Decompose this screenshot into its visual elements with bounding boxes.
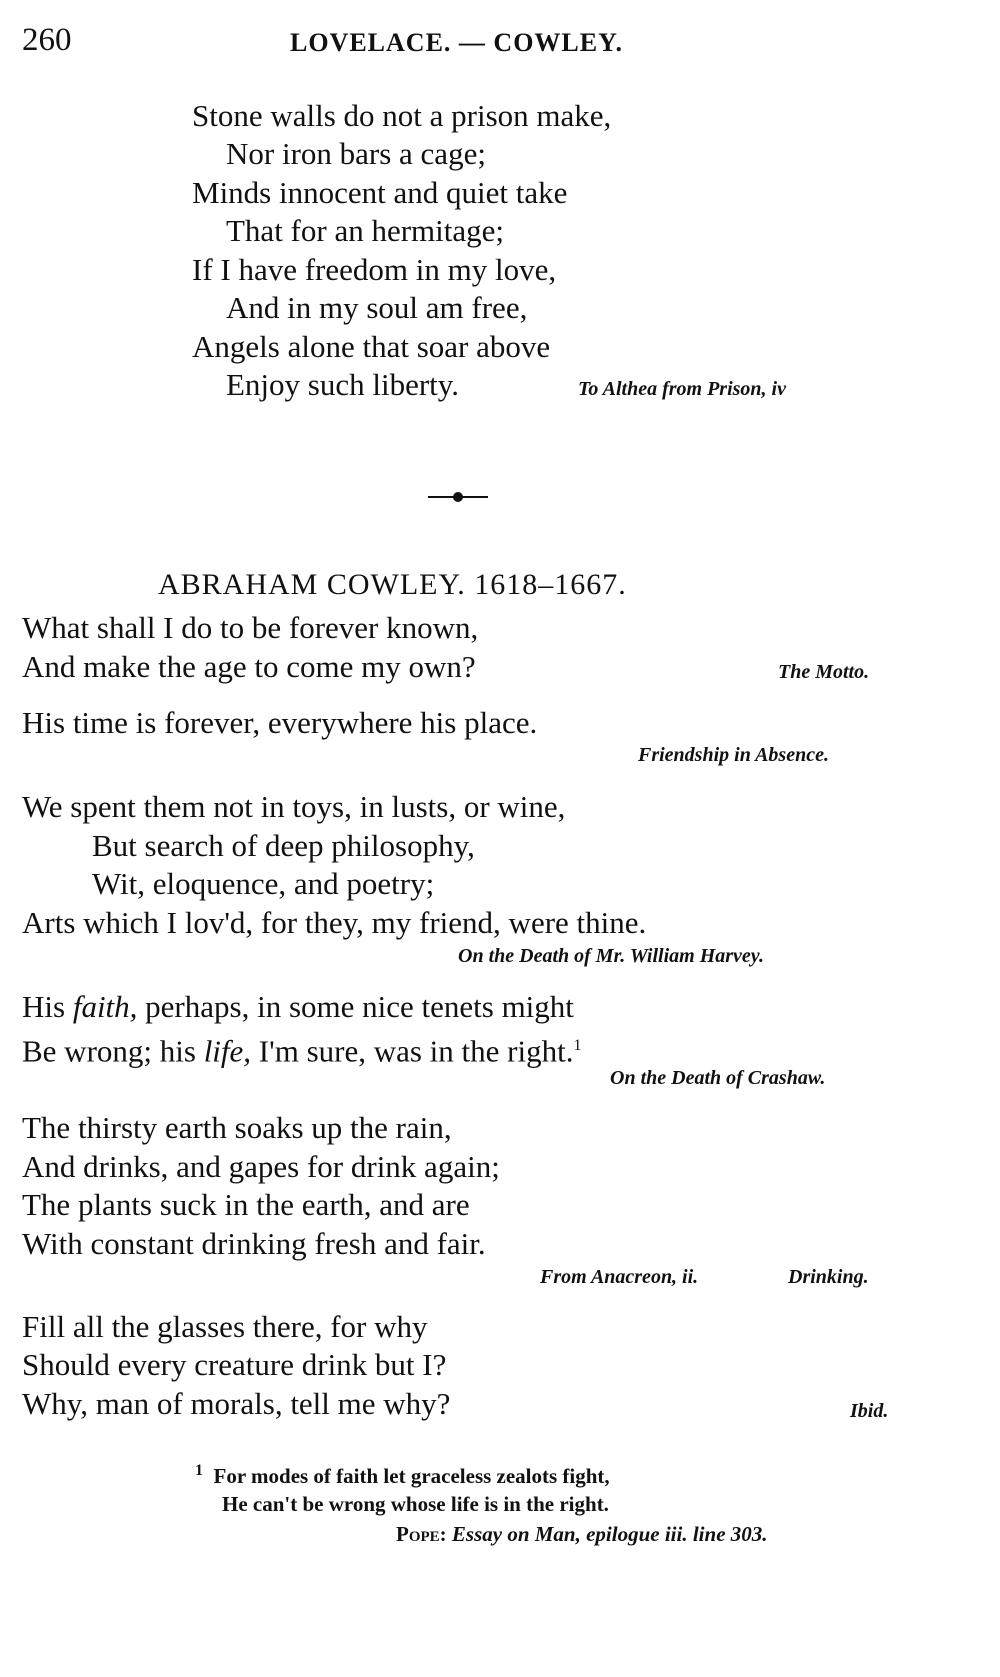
poem-line: That for an hermitage; (226, 213, 505, 248)
citation: The Motto. (778, 661, 870, 683)
footnote-marker: 1 (195, 1462, 203, 1479)
citation: From Anacreon, ii. (540, 1266, 699, 1288)
quote-line: His faith, perhaps, in some nice tenets might (22, 989, 574, 1024)
quote-line: And drinks, and gapes for drink again; (22, 1149, 500, 1184)
poem-line: And in my soul am free, (226, 290, 528, 325)
footnote-line: $^1$ For modes of faith let graceless zealots fight, (195, 1462, 610, 1488)
quote-line: The plants suck in the earth, and are (22, 1187, 470, 1222)
poem-line: Nor iron bars a cage; (226, 136, 486, 171)
poem-line: If I have freedom in my love, (192, 252, 557, 287)
poem-line: Stone walls do not a prison make, (192, 98, 612, 133)
quote-line: And make the age to come my own? (22, 649, 476, 684)
quote-line: With constant drinking fresh and fair. (22, 1226, 486, 1261)
divider-ornament (453, 492, 463, 502)
quote-line: The thirsty earth soaks up the rain, (22, 1110, 452, 1145)
quote-line: Arts which I lov'd, for they, my friend, were thine. (22, 905, 647, 940)
page-number: 260 (22, 22, 72, 58)
footnote-line: He can't be wrong whose life is in the right. (222, 1492, 609, 1516)
citation: Drinking. (788, 1266, 869, 1288)
citation: On the Death of Crashaw. (610, 1067, 826, 1089)
footnote-attribution: Pope: Essay on Man, epilogue iii. line 303. (396, 1522, 768, 1546)
citation: To Althea from Prison, iv (578, 378, 786, 400)
section-heading: ABRAHAM COWLEY. 1618–1667. (158, 568, 627, 601)
quote-line: But search of deep philosophy, (92, 828, 475, 863)
quote-line: His time is forever, everywhere his place. (22, 705, 538, 740)
quote-line: What shall I do to be forever known, (22, 610, 479, 645)
quote-line: Why, man of morals, tell me why? (22, 1386, 451, 1421)
citation: Friendship in Absence. (638, 744, 829, 766)
quote-line: Fill all the glasses there, for why (22, 1309, 428, 1344)
running-head: LOVELACE. — COWLEY. (290, 28, 623, 57)
quote-line: Be wrong; his life, I'm sure, was in the right.$^1$ (22, 1033, 582, 1069)
citation: On the Death of Mr. William Harvey. (458, 945, 764, 967)
poem-line: Enjoy such liberty. (226, 367, 460, 402)
poem-line: Angels alone that soar above (192, 329, 551, 364)
quote-line: Wit, eloquence, and poetry; (92, 866, 435, 901)
quote-line: Should every creature drink but I? (22, 1347, 447, 1382)
citation: Ibid. (850, 1400, 889, 1422)
poem-line: Minds innocent and quiet take (192, 175, 568, 210)
footnote-marker: 1 (573, 1037, 582, 1054)
quote-line: We spent them not in toys, in lusts, or wine, (22, 789, 566, 824)
